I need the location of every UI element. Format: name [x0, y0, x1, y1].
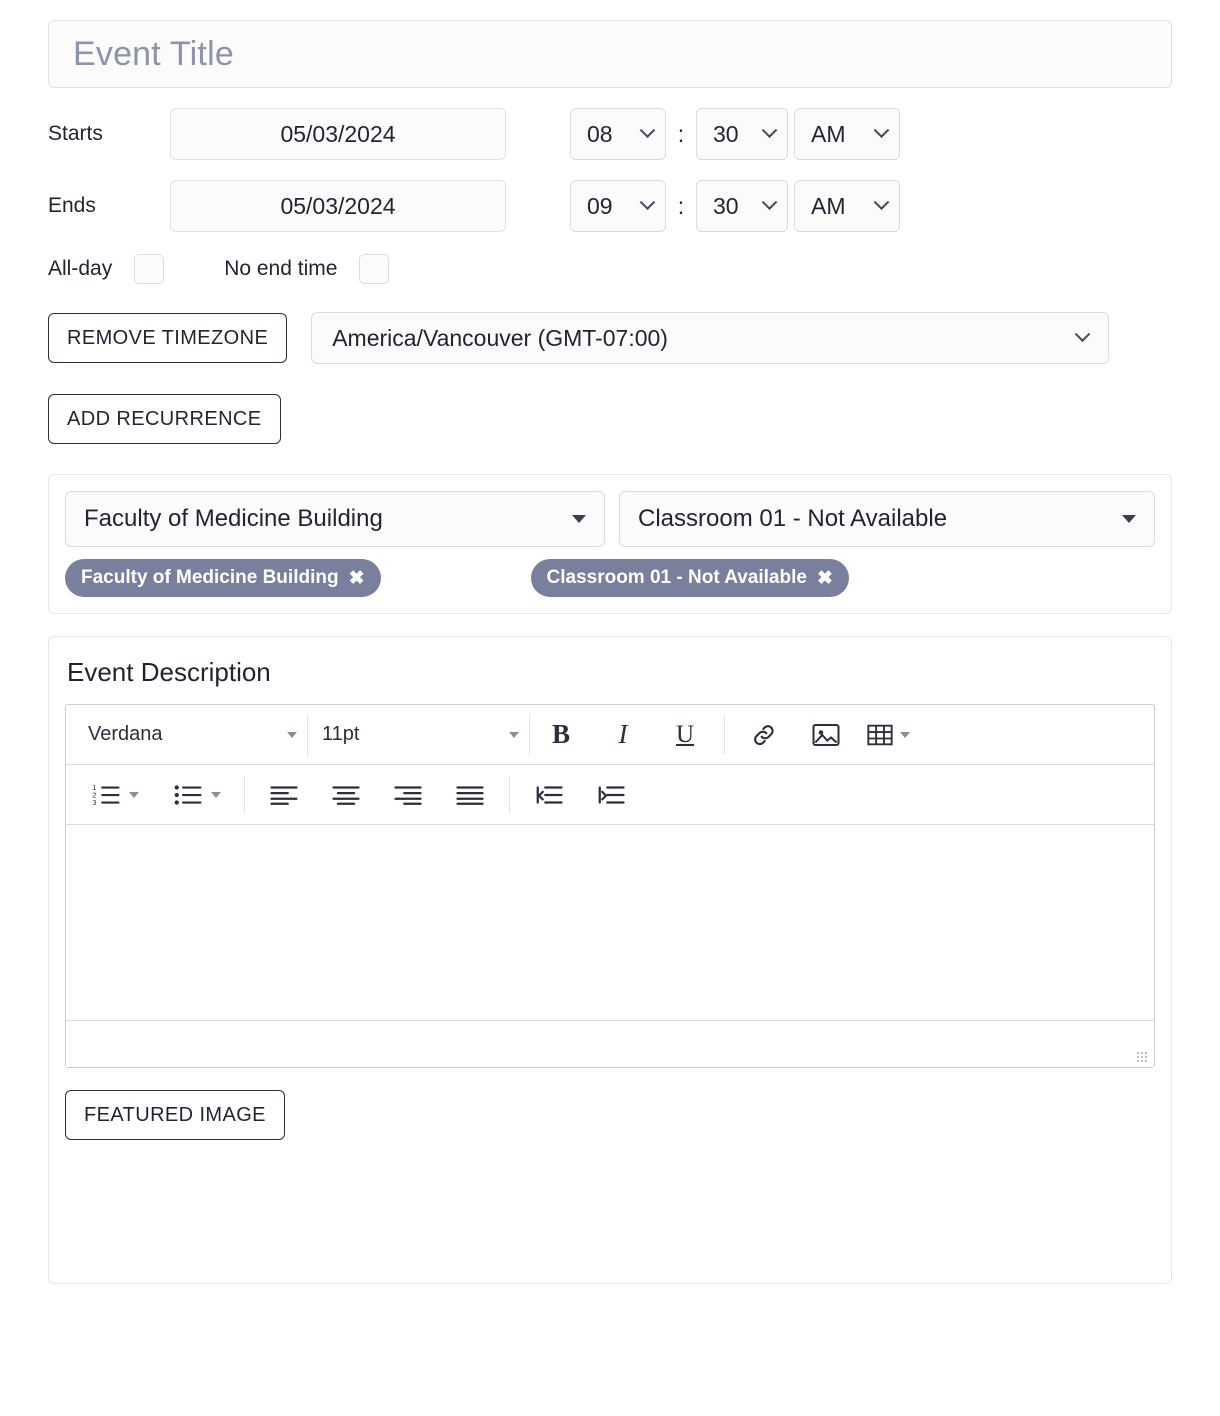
chevron-down-icon [287, 732, 297, 738]
add-recurrence-button[interactable]: ADD RECURRENCE [48, 394, 281, 444]
starts-meridiem-value: AM [811, 120, 846, 147]
location-chips [65, 559, 1155, 597]
ends-row [48, 180, 1172, 232]
description-textarea[interactable] [66, 825, 1154, 1021]
font-family-value: Verdana [88, 723, 163, 745]
chevron-down-icon [572, 515, 586, 523]
starts-meridiem-select[interactable] [794, 108, 900, 160]
featured-image-row [65, 1090, 1155, 1140]
ends-label: Ends [48, 194, 96, 217]
image-icon[interactable] [795, 713, 857, 757]
indent-icon[interactable] [580, 773, 642, 817]
align-center-icon[interactable] [315, 773, 377, 817]
room-select[interactable] [619, 491, 1155, 547]
no-end-time-label: No end time [224, 257, 338, 280]
bullet-list-icon[interactable] [166, 773, 228, 817]
starts-minute-value: 30 [713, 120, 739, 147]
toolbar-divider [244, 776, 245, 814]
starts-date-input[interactable] [170, 108, 506, 160]
underline-button[interactable]: U [675, 720, 695, 748]
description-panel [48, 636, 1172, 1284]
recurrence-row [48, 394, 1172, 444]
table-icon[interactable] [857, 713, 919, 757]
resize-handle-icon[interactable] [1136, 1051, 1148, 1063]
all-day-row [48, 254, 1172, 284]
starts-minute-select[interactable] [696, 108, 788, 160]
toolbar-divider [509, 776, 510, 814]
chevron-down-icon [640, 194, 656, 210]
editor-toolbar-row-2 [66, 765, 1154, 825]
starts-date-value: 05/03/2024 [280, 120, 396, 147]
ends-minute-value: 30 [713, 192, 739, 219]
svg-text:2: 2 [92, 790, 97, 799]
outdent-icon[interactable] [518, 773, 580, 817]
event-title-placeholder: Event Title [73, 34, 234, 73]
description-heading: Event Description [67, 657, 271, 687]
editor-status-bar [66, 1021, 1154, 1067]
timezone-select[interactable] [311, 312, 1109, 364]
ends-date-value: 05/03/2024 [280, 192, 396, 219]
chevron-down-icon [640, 122, 656, 138]
link-icon[interactable] [733, 713, 795, 757]
room-select-value: Classroom 01 - Not Available [638, 505, 948, 532]
ends-hour-value: 09 [587, 192, 613, 219]
chevron-down-icon [874, 122, 890, 138]
ends-meridiem-select[interactable] [794, 180, 900, 232]
numbered-list-icon[interactable] [84, 773, 146, 817]
italic-button[interactable]: I [618, 719, 628, 749]
chevron-down-icon [900, 732, 910, 738]
timezone-row [48, 312, 1172, 364]
chevron-down-icon [762, 194, 778, 210]
ends-meridiem-value: AM [811, 192, 846, 219]
chevron-down-icon [1122, 515, 1136, 523]
starts-label: Starts [48, 122, 103, 145]
editor-toolbar-row-1 [66, 705, 1154, 765]
svg-text:3: 3 [92, 797, 97, 807]
building-select-value: Faculty of Medicine Building [84, 505, 383, 532]
chevron-down-icon [509, 732, 519, 738]
no-end-time-checkbox[interactable] [359, 254, 389, 284]
font-family-select[interactable] [74, 714, 308, 756]
event-title-input[interactable] [48, 20, 1172, 88]
location-selects [65, 491, 1155, 547]
all-day-label: All-day [48, 257, 113, 280]
room-chip-label: Classroom 01 - Not Available [546, 567, 807, 588]
align-justify-icon[interactable] [439, 773, 501, 817]
timezone-value: America/Vancouver (GMT-07:00) [332, 324, 668, 351]
all-day-checkbox[interactable] [134, 254, 164, 284]
ends-hour-select[interactable] [570, 180, 666, 232]
toolbar-divider [724, 716, 725, 754]
ends-time-colon: : [677, 192, 685, 219]
font-size-value: 11pt [322, 723, 360, 745]
chevron-down-icon [1075, 326, 1091, 342]
location-panel [48, 474, 1172, 614]
ends-minute-select[interactable] [696, 180, 788, 232]
svg-text:1: 1 [92, 782, 97, 792]
starts-hour-select[interactable] [570, 108, 666, 160]
rich-text-editor [65, 704, 1155, 1068]
ends-date-input[interactable] [170, 180, 506, 232]
building-chip[interactable] [65, 559, 381, 597]
starts-time-colon: : [677, 120, 685, 147]
starts-row [48, 108, 1172, 160]
remove-timezone-button[interactable]: REMOVE TIMEZONE [48, 313, 287, 363]
close-icon[interactable]: ✖ [816, 567, 833, 589]
featured-image-button[interactable]: FEATURED IMAGE [65, 1090, 285, 1140]
chevron-down-icon [211, 792, 221, 798]
building-select[interactable] [65, 491, 605, 547]
bold-button[interactable]: B [551, 719, 570, 749]
building-chip-label: Faculty of Medicine Building [81, 567, 339, 588]
chevron-down-icon [762, 122, 778, 138]
font-size-select[interactable] [308, 714, 530, 756]
align-right-icon[interactable] [377, 773, 439, 817]
chevron-down-icon [874, 194, 890, 210]
close-icon[interactable]: ✖ [348, 567, 365, 589]
chevron-down-icon [129, 792, 139, 798]
starts-hour-value: 08 [587, 120, 613, 147]
room-chip[interactable] [531, 559, 849, 597]
align-left-icon[interactable] [253, 773, 315, 817]
